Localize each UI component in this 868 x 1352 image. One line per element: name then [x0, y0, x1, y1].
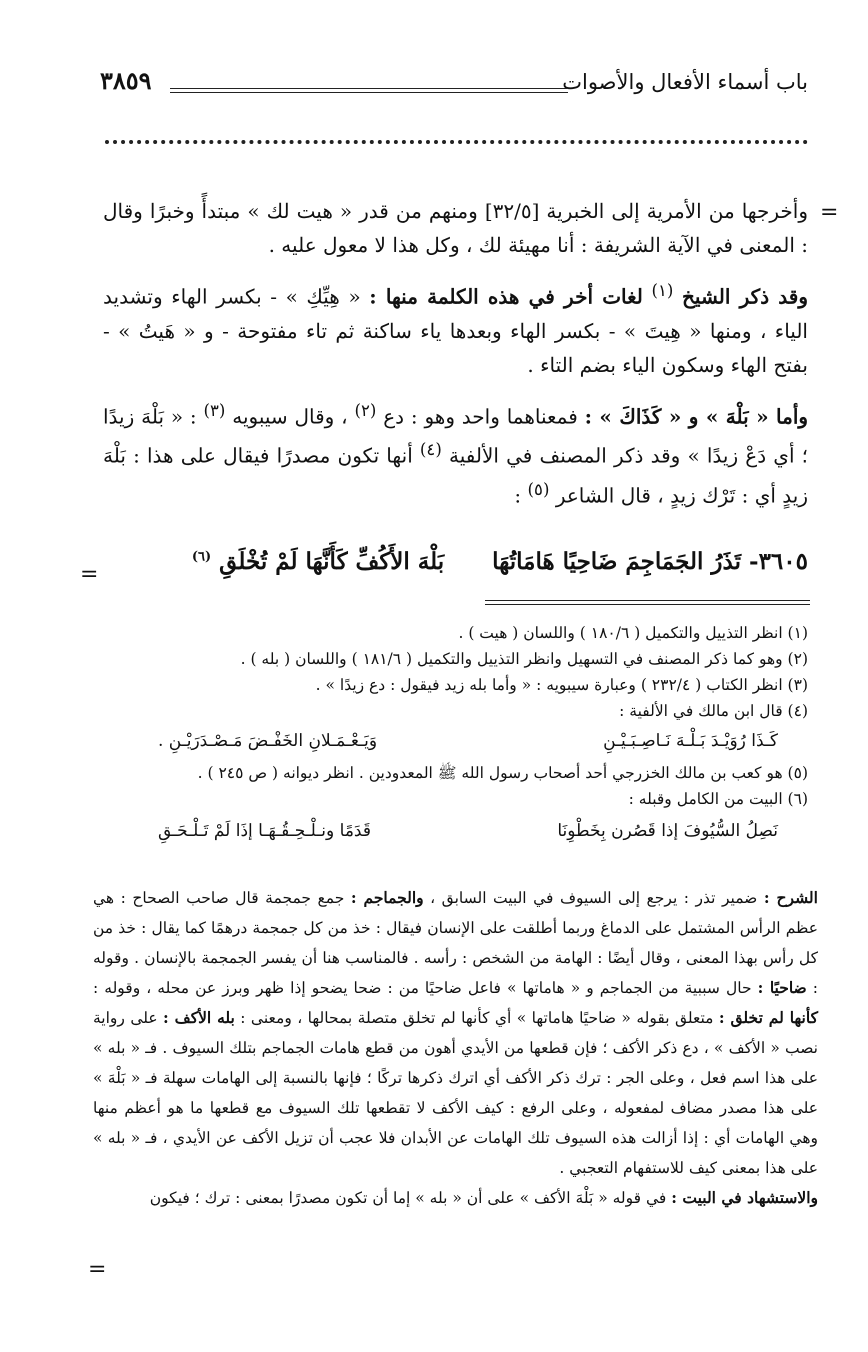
- footnote-1: (١) انظر التذييل والتكميل ( ١٨٠/٦ ) واللسان ( هيت ) .: [458, 624, 808, 642]
- footnote-ref-5: (٥): [527, 479, 550, 499]
- page-number: ٣٨٥٩: [100, 66, 152, 95]
- footnote-rule-2: [485, 604, 810, 605]
- footnote-6: (٦) البيت من الكامل وقبله :: [628, 790, 808, 808]
- p3-d: أنها تكون مصدرًا فيقال على هذا : بَلْهَ زيدٍ أي : تَرْك زيدٍ ، قال الشاعر: [103, 443, 808, 508]
- label-dahiyan: ضاحيًا :: [757, 978, 807, 997]
- sharh-d: متعلق بقوله « ضاحيًا هاماتها » أي كأنها لم تخلق متصلة بمحالها ، ومعنى :: [240, 1009, 714, 1027]
- alfiyya-hemistich-1: كَـذَا رُوَيْـدَ بَـلْـهَ نَـاصِـبَـيْـنِ: [603, 731, 778, 751]
- label-istishhad: والاستشهاد في البيت :: [671, 1188, 818, 1207]
- sharh-a: ضمير تذر : يرجع إلى السيوف في البيت السابق ،: [430, 889, 758, 907]
- footnote-ref-6: (٦): [191, 549, 212, 565]
- paragraph-1: وأخرجها من الأمرية إلى الخبرية [٣٢/٥] ومنهم من قدر « هيت لك » مبتدأً وخبرًا وقال : المعنى في الآية الشريفة : أنا مهيئة لك ، وكل هذا لا معول عليه .: [103, 199, 808, 257]
- continuation-marker-bottom: =: [88, 1257, 107, 1282]
- paragraph-2: [103, 274, 808, 382]
- preceding-hemistich-2: قَدَمًا ونـلْـحِـقُـهَـا إذَا لَمْ تَـلْـحَـقِ: [158, 821, 371, 841]
- poem-hemistich-1: تَذَرُ الجَمَاجِمَ ضَاحِيًا هَامَاتُهَا: [492, 548, 742, 575]
- p2-bold: لغات أخر في هذه الكلمة منها :: [369, 284, 643, 309]
- sharh-c: حال سببية من الجماجم و « هاماتها » فاعل ضاحيًا من : ضحا يضحو إذا ظهر وبرز عن محله ، وقوله :: [93, 979, 752, 997]
- p3-lead: وأما « بَلْهَ » و « كَذَاكَ » :: [584, 404, 809, 429]
- label-sharh: الشرح :: [763, 888, 818, 907]
- commentary-paragraph-1: [93, 883, 818, 1183]
- preceding-hemistich-1: نَصِلُ السُّيُوفَ إذا قَصُرن بِخَطْوِنَا: [557, 821, 778, 841]
- footnote-3: (٣) انظر الكتاب ( ٢٣٢/٤ ) وعبارة سيبويه : « وأما بله زيد فيقول : دع زيدًا » .: [315, 676, 808, 694]
- p3-b: ، وقال سيبويه: [232, 404, 348, 429]
- commentary-paragraph-2: [93, 1183, 818, 1213]
- p3-a: فمعناهما واحد وهو : دع: [383, 404, 578, 429]
- alfiyya-hemistich-2: وَيَـعْـمَـلانِ الخَفْـضَ مَـصْـدَرَيْـنِ .: [158, 731, 378, 751]
- header-rule: [170, 88, 568, 93]
- preceding-verse: [98, 818, 808, 844]
- istishhad-text: في قوله « بَلْهَ الأكف » على أن « بله » إما أن تكون مصدرًا بمعنى : ترك ؛ فيكون: [149, 1189, 667, 1207]
- continuation-marker-top: =: [820, 200, 839, 225]
- sharh-b: جمع جمجمة قال صاحب الصحاح : هي عظم الرأس المشتمل على الدماغ وربما أطلقت على الإنسان فيقال : خذ من كل جمجمة درهمًا كما يقال : خذ من كل رأس بهذا المعنى ، وقال أيضًا : الهامة من الشخص : رأسه . فالمناسب هنا أن يفسر الجمجمة بالإنسان . وقوله :: [93, 889, 818, 997]
- sharh-e: على رواية نصب « الأكف » ، دع ذكر الأكف ؛ فإن قطعها من الأيدي أهون من قطع هامات الجماجم بتلك السيوف . فـ « بله » على هذا اسم فعل ، وعلى الجر : ترك ذكر الأكف أي اترك ذكرها تركًا ؛ فإنها بالنسبة إلى الهامات سهلة فـ « بَلْهَ » على هذا مصدر مضاف لمفعوله ، وعلى الرفع : كيف الأكف لا تقطعها تلك السيوف مع قطعها ما هو أعظم منها وهي الهامات أي : إذا أزالت هذه السيوف تلك الهامات عن الأبدان فلا عجب أن تزيل الأكف عن الأيدي ، فـ « بله » على هذا بمعنى كيف للاستفهام التعجبي .: [93, 1009, 818, 1177]
- paragraph-3: [103, 394, 808, 513]
- p3-e: :: [514, 483, 522, 508]
- footnote-ref-4: (٤): [419, 440, 442, 460]
- footnote-ref-1: (١): [651, 281, 674, 300]
- continuation-marker-poem: =: [80, 562, 99, 587]
- p2-rest: « هِيِّكِ » - بكسر الهاء وتشديد الياء ، ومنها « هِيتَ » - بكسر الهاء وبعدها ياء ساكنة ثم تاء مفتوحة - و « هَيتُ » - بفتح الهاء وسكون الياء بضم التاء .: [103, 284, 808, 377]
- footnote-4: (٤) قال ابن مالك في الألفية :: [619, 702, 808, 720]
- p2-lead: وقد ذكر الشيخ: [682, 284, 809, 309]
- commentary: [93, 883, 818, 1213]
- footnote-rule: [485, 600, 810, 601]
- label-balha: بله الأكف :: [163, 1008, 235, 1027]
- footnote-5: (٥) هو كعب بن مالك الخزرجي أحد أصحاب رسول الله ﷺ المعدودين . انظر ديوانه ( ص ٢٤٥ ) .: [197, 764, 808, 782]
- footnote-ref-2: (٢): [354, 400, 377, 420]
- footnote-2: (٢) وهو كما ذكر المصنف في التسهيل وانظر التذييل والتكميل ( ١٨١/٦ ) واللسان ( بله ) .: [240, 650, 808, 668]
- poem-hemistich-2: بَلْهَ الأَكُفِّ كَأَنَّهَا لَمْ تُخْلَقِ: [219, 548, 445, 575]
- p3-c: : « بَلْهَ زيدًا ؛ أي دَعْ زيدًا » وقد ذكر المصنف في الألفية: [103, 404, 809, 468]
- main-text: [103, 194, 808, 513]
- footnotes: [98, 620, 808, 844]
- label-jamajim: والجماجم :: [350, 888, 424, 907]
- poem-number: ٣٦٠٥-: [749, 548, 808, 575]
- label-lam-tukhlaq: كأنها لم تخلق :: [718, 1008, 818, 1027]
- alfiyya-verse: [98, 728, 808, 754]
- poem-verse: [103, 548, 808, 575]
- chapter-title: باب أسماء الأفعال والأصوات: [562, 70, 808, 94]
- footnote-ref-3: (٣): [203, 400, 226, 420]
- dotted-separator: [105, 140, 808, 144]
